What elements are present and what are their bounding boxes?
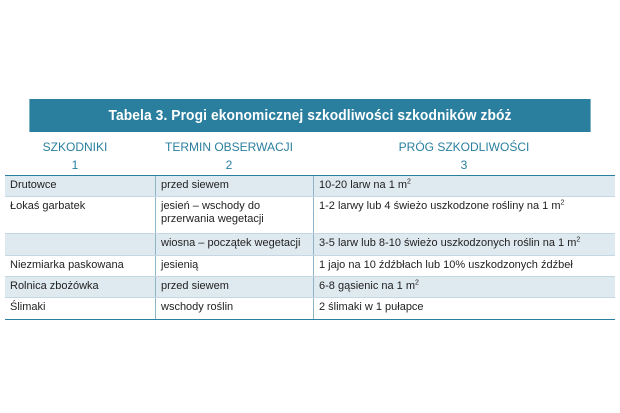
pest-name: Rolnica zbożówka bbox=[10, 280, 99, 292]
table-title-bar bbox=[29, 99, 590, 132]
column-number-row bbox=[5, 154, 615, 176]
pest-name: Łokaś garbatek bbox=[10, 200, 86, 212]
table-row bbox=[5, 197, 615, 234]
table-row bbox=[5, 176, 615, 197]
table-row bbox=[5, 256, 615, 277]
threshold-value: 6-8 gąsienic na 1 $m^2$ bbox=[313, 277, 615, 297]
table-row bbox=[5, 277, 615, 298]
threshold-value: 1 jajo na 10 źdźbłach lub 10% uszkodzonych źdźbeł bbox=[313, 256, 615, 276]
table-row bbox=[5, 234, 615, 256]
pest-threshold-table bbox=[5, 99, 615, 320]
table-title: Tabela 3. Progi ekonomicznej szkodliwości szkodników zbóż bbox=[108, 107, 512, 124]
observation-term: jesień – wschody do przerwania wegetacji bbox=[155, 197, 313, 233]
header-pests: SZKODNIKI bbox=[42, 140, 108, 154]
threshold-value: 10-20 larw na 1 $m^2$ bbox=[313, 176, 615, 196]
header-threshold: PRÓG SZKODLIWOŚCI bbox=[398, 140, 530, 154]
column-header-row bbox=[5, 132, 615, 154]
observation-term: jesienią bbox=[155, 256, 313, 276]
pest-name: Niezmiarka paskowana bbox=[10, 259, 124, 271]
threshold-value: 2 ślimaki w 1 pułapce bbox=[313, 298, 615, 319]
column-number-3: 3 bbox=[460, 157, 468, 172]
observation-term: przed siewem bbox=[155, 176, 313, 196]
threshold-value: 3-5 larw lub 8-10 świeżo uszkodzonych roślin na 1 $m^2$ bbox=[313, 234, 615, 255]
pest-name bbox=[5, 234, 155, 255]
observation-term: wschody roślin bbox=[155, 298, 313, 319]
observation-term: wiosna – początek wegetacji bbox=[155, 234, 313, 255]
pest-name: Drutowce bbox=[10, 179, 57, 191]
header-observation-term: TERMIN OBSERWACJI bbox=[164, 140, 293, 154]
observation-term: przed siewem bbox=[155, 277, 313, 297]
column-number-2: 2 bbox=[225, 157, 233, 172]
column-number-1: 1 bbox=[71, 157, 79, 172]
threshold-value: 1-2 larwy lub 4 świeżo uszkodzone rośliny na 1 $m^2$ bbox=[313, 197, 615, 233]
table-row bbox=[5, 298, 615, 320]
pest-name: Ślimaki bbox=[10, 301, 46, 313]
